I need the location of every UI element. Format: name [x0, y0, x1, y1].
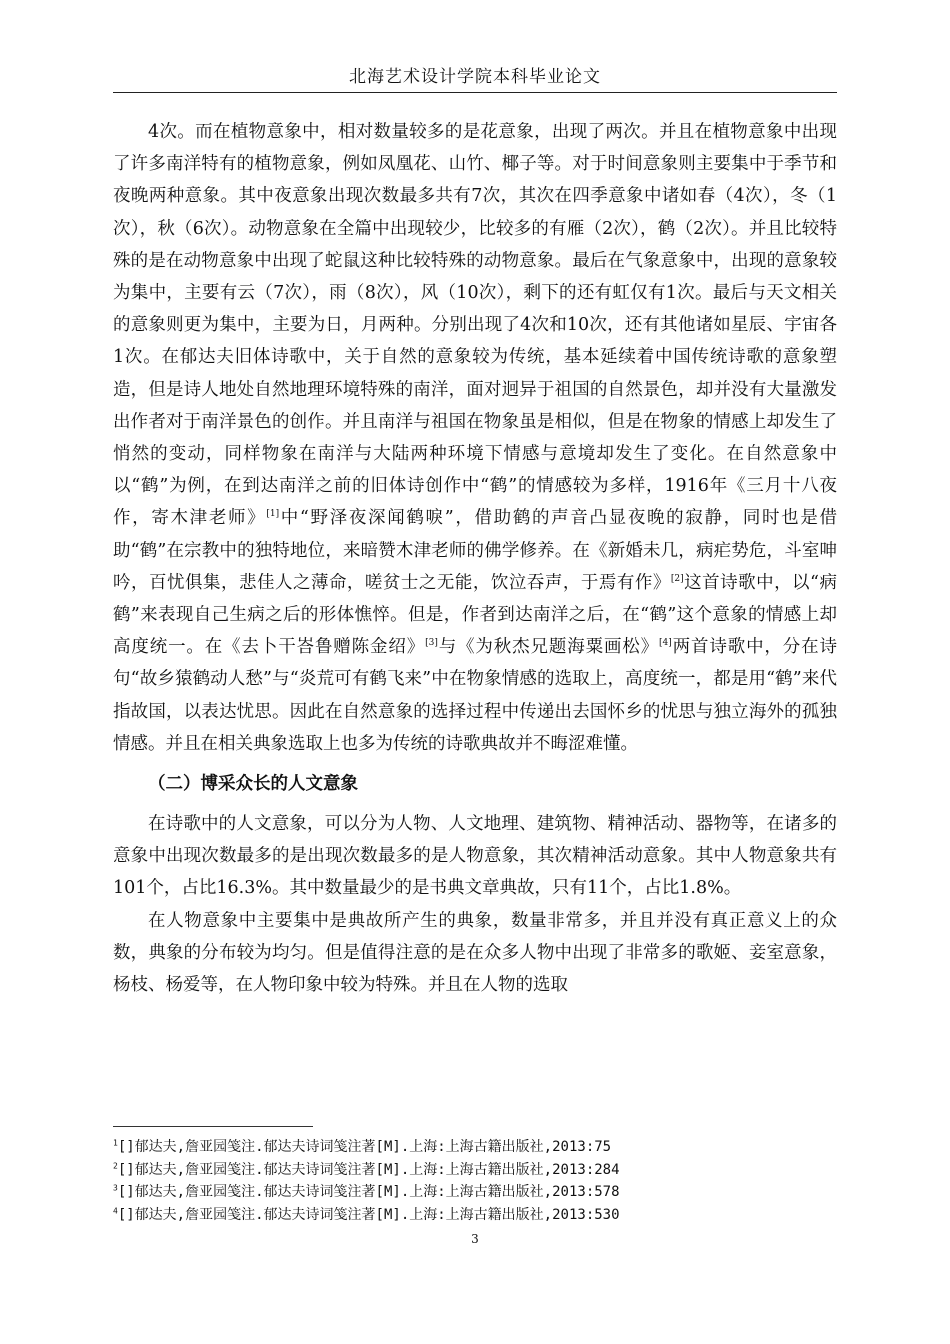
footnote-text: []郁达夫,詹亚园笺注.郁达夫诗词笺注著[M].上海:上海古籍出版社,2013:530 [117, 1206, 620, 1223]
footnote-item [113, 1136, 837, 1159]
paragraph-text: 这首诗歌中，以“病鹤”来表现自己生病之后的形体憔悴。但是，作者到达南洋之后，在“鹤”这个意象的情感上却高度统一。在《去卜干峇鲁赠陈金绍》 [113, 572, 837, 658]
footnote-text: []郁达夫,詹亚园笺注.郁达夫诗词笺注著[M].上海:上海古籍出版社,2013:578 [117, 1184, 620, 1200]
header-rule [113, 92, 837, 93]
footnote-mark: 3 [113, 1183, 118, 1193]
page-header-title: 北海艺术设计学院本科毕业论文 [349, 67, 601, 87]
footnote-item [113, 1204, 837, 1227]
paragraph-p1 [113, 116, 837, 760]
footnote-reference[interactable]: [1] [266, 509, 280, 520]
footnote-text: []郁达夫,詹亚园笺注.郁达夫诗词笺注著[M].上海:上海古籍出版社,2013:75 [117, 1139, 612, 1155]
paragraph-text: 在人物意象中主要集中是典故所产生的典象，数量非常多，并且并没有真正意义上的众数，典象的分布较为均匀。但是值得注意的是在众多人物中出现了非常多的歌姬、妾室意象，杨枝、杨爱等，在人物印象中较为特殊。并且在人物的选取 [113, 910, 837, 996]
footnote-reference[interactable]: [3] [425, 638, 438, 649]
paragraph-p3 [113, 905, 837, 1002]
body-text [113, 116, 837, 1001]
paragraph-text: 两首诗歌中，分在诗句“故乡猿鹤动人愁”与“炎荒可有鹤飞来”中在物象情感的选取上，高度统一，都是用“鹤”来代指故国，以表达忧思。因此在自然意象的选择过程中传递出去国怀乡的忧思与独立海外的孤独情感。并且在相关典象选取上也多为传统的诗歌典故并不晦涩难懂。 [113, 637, 838, 754]
footnote-mark: 1 [113, 1138, 118, 1148]
paragraph-text: 中“野泽夜深闻鹤唳”，借助鹤的声音凸显夜晚的寂静，同时也是借助“鹤”在宗教中的独特地位，来暗赞木津老师的佛学修养。在《新婚未几，病疟势危，斗室呻吟，百忧俱集，悲佳人之薄命，嗟贫士之无能，饮泣吞声，于焉有作》 [113, 508, 837, 593]
paragraph-text: 与《为秋杰兄题海粟画松》 [437, 637, 660, 658]
footnote-item [113, 1159, 837, 1182]
section-heading: （二）博采众长的人文意象 [148, 774, 358, 795]
footnote-reference[interactable]: [4] [659, 638, 672, 649]
page-number: 3 [471, 1232, 479, 1246]
paragraph-text: 在诗歌中的人文意象，可以分为人物、人文地理、建筑物、精神活动、器物等，在诸多的意象中出现次数最多的是出现次数最多的是人物意象，其次精神活动意象。其中人物意象共有101个，占比16.3%。其中数量最少的是书典文章典故，只有11个，占比1.8%。 [113, 814, 837, 899]
footnotes [113, 1136, 837, 1226]
footnote-mark: 2 [113, 1160, 118, 1170]
paragraph-p2 [113, 808, 837, 905]
paragraph-text: 4次。而在植物意象中，相对数量较多的是花意象，出现了两次。并且在植物意象中出现了许多南洋特有的植物意象，例如凤凰花、山竹、椰子等。对于时间意象则主要集中于季节和夜晚两种意象。其中夜意象出现次数最多共有7次，其次在四季意象中诸如春（4次），冬（1次），秋（6次）。动物意象在全篇中出现较少，比较多的有雁（2次），鹤（2次）。并且比较特殊的是在动物意象中出现了蛇鼠这种比较特殊的动物意象。最后在气象意象中，出现的意象较为集中，主要有云（7次），雨（8次），风（10次），剩下的还有虹仅有1次。最后与天文相关的意象则更为集中，主要为日，月两种。分别出现了4次和10次，还有其他诸如星辰、宇宙各1次。在郁达夫旧体诗歌中，关于自然的意象较为传统，基本延续着中国传统诗歌的意象塑造，但是诗人地处自然地理环境特殊的南洋，面对迥异于祖国的自然景色，却并没有大量激发出作者对于南洋景色的创作。并且南洋与祖国在物象虽是相似，但是在物象的情感上却发生了悄然的变动，同样物象在南洋与大陆两种环境下情感与意境却发生了变化。在自然意象中以“鹤”为例，在到达南洋之前的旧体诗创作中“鹤”的情感较为多样，1916年《三月十八夜作，寄木津老师》 [113, 122, 837, 529]
footnote-reference[interactable]: [2] [670, 574, 684, 585]
footnote-text: []郁达夫,詹亚园笺注.郁达夫诗词笺注著[M].上海:上海古籍出版社,2013:284 [117, 1161, 620, 1178]
footnote-item [113, 1181, 837, 1204]
footnote-rule [113, 1126, 313, 1127]
footnote-mark: 4 [113, 1205, 118, 1215]
